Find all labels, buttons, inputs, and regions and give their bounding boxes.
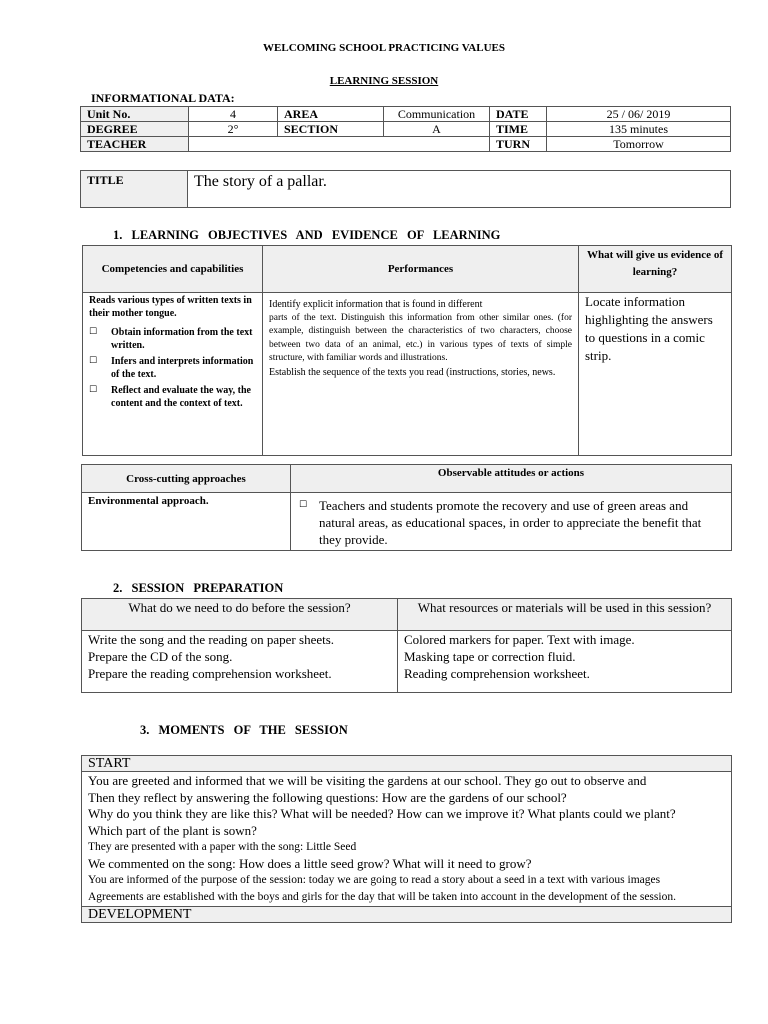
- session-title-text: LEARNING SESSION: [329, 75, 439, 87]
- performances-p3: Establish the sequence of the texts you read (instructions, stories, news.: [269, 366, 556, 378]
- square-bullet-icon: ☐: [299, 500, 308, 510]
- square-bullet-icon: ☐: [89, 356, 98, 366]
- attitude-text: Teachers and students promote the recovery and use of green areas and natural areas, as educational spaces, in order to appreciate the benefit that they provide.: [319, 498, 702, 547]
- moment-line: Which part of the plant is sown?: [88, 822, 257, 838]
- capabilities-list: [89, 326, 256, 410]
- crosscutting-body-row: [82, 493, 732, 551]
- start-label: START: [82, 756, 732, 772]
- approach-cell: Environmental approach.: [82, 493, 291, 551]
- development-label: DEVELOPMENT: [82, 907, 732, 923]
- crosscutting-header: Cross-cutting approaches: [82, 465, 291, 493]
- resource-item: Colored markers for paper. Text with image.: [404, 632, 635, 647]
- school-title: WELCOMING SCHOOL PRACTICING VALUES: [263, 42, 505, 54]
- date-value: 25 / 06/ 2019: [547, 107, 731, 122]
- section2-heading: 2. SESSION PREPARATION: [113, 581, 284, 595]
- teacher-value: [189, 137, 490, 152]
- moment-line: Why do you think they are like this? What will be needed? How can we improve it? What plants could we plant?: [88, 806, 676, 821]
- capability-item: [89, 326, 256, 352]
- info-table: [80, 106, 731, 152]
- turn-label: TURN: [490, 137, 547, 152]
- development-row: [82, 907, 732, 923]
- square-bullet-icon: ☐: [89, 385, 98, 395]
- performances-header: Performances: [263, 246, 579, 293]
- capability-item: [89, 355, 256, 381]
- start-content: [82, 772, 732, 907]
- title-label: TITLE: [81, 171, 188, 208]
- before-item: Prepare the CD of the song.: [88, 649, 233, 664]
- title-value: The story of a pallar.: [188, 171, 731, 208]
- section3-heading: 3. MOMENTS OF THE SESSION: [140, 723, 348, 737]
- competency-main: Reads various types of written texts in their mother tongue.: [89, 295, 252, 319]
- resources-cell: [398, 631, 732, 693]
- unit-label: Unit No.: [81, 107, 189, 122]
- attitudes-header: Observable attitudes or actions: [291, 465, 732, 493]
- date-label: DATE: [490, 107, 547, 122]
- moments-table: [81, 755, 732, 923]
- capability-item: [89, 384, 256, 410]
- section1-heading: 1. LEARNING OBJECTIVES AND EVIDENCE OF LEARNING: [113, 228, 501, 242]
- performances-p1: Identify explicit information that is found in different: [269, 299, 483, 310]
- square-bullet-icon: ☐: [89, 327, 98, 337]
- moment-line: Then they reflect by answering the following questions: How are the gardens of our school?: [88, 789, 567, 805]
- capability-text: Infers and interprets information of the text.: [111, 356, 254, 380]
- performances-p2: parts of the text. Distinguish this information from other similar ones. (for example, distinguish between the characteristics of two characters, choose between two data of an animal, etc.) in various types of texts of simple structure, with familiar words and illustrations.: [269, 312, 572, 363]
- moment-line: We commented on the song: How does a little seed grow? What will it need to grow?: [88, 855, 532, 871]
- resource-item: Masking tape or correction fluid.: [404, 649, 576, 664]
- objectives-table: [82, 245, 732, 456]
- resource-item: Reading comprehension worksheet.: [404, 666, 590, 681]
- crosscutting-header-row: [82, 465, 732, 493]
- before-cell: [82, 631, 398, 693]
- before-item: Write the song and the reading on paper sheets.: [88, 632, 335, 647]
- objectives-header-row: [83, 246, 732, 293]
- start-body-row: [82, 772, 732, 907]
- time-label: TIME: [490, 122, 547, 137]
- resources-header: What resources or materials will be used in this session?: [398, 599, 732, 631]
- info-row-1: [81, 107, 731, 122]
- info-row-2: [81, 122, 731, 137]
- performances-cell: [263, 293, 579, 456]
- evidence-cell: Locate information highlighting the answers to questions in a comic strip.: [579, 293, 732, 456]
- title-table: [80, 170, 731, 208]
- before-header: What do we need to do before the session?: [82, 599, 398, 631]
- attitude-item: [297, 497, 725, 548]
- moment-line: Agreements are established with the boys and girls for the day that will be taken into account in the development of the session.: [88, 890, 676, 903]
- session-title: [0, 75, 768, 87]
- evidence-header: What will give us evidence of learning?: [579, 246, 732, 293]
- area-value: Communication: [384, 107, 490, 122]
- objectives-body-row: [83, 293, 732, 456]
- section-label: SECTION: [278, 122, 384, 137]
- turn-value: Tomorrow: [547, 137, 731, 152]
- moment-line: You are informed of the purpose of the session: today we are going to read a story about a seed in a text with various images: [88, 874, 661, 886]
- start-row: [82, 756, 732, 772]
- capability-text: Reflect and evaluate the way, the content and the context of text.: [111, 385, 251, 409]
- unit-value: 4: [189, 107, 278, 122]
- capability-text: Obtain information from the text written.: [111, 327, 253, 351]
- section-value: A: [384, 122, 490, 137]
- crosscutting-table: [81, 464, 732, 551]
- competencies-header: Competencies and capabilities: [83, 246, 263, 293]
- area-label: AREA: [278, 107, 384, 122]
- info-row-3: [81, 137, 731, 152]
- degree-value: 2°: [189, 122, 278, 137]
- preparation-body-row: [82, 631, 732, 693]
- competencies-cell: [83, 293, 263, 456]
- attitudes-cell: [291, 493, 732, 551]
- time-value: 135 minutes: [547, 122, 731, 137]
- preparation-table: [81, 598, 732, 693]
- teacher-label: TEACHER: [81, 137, 189, 152]
- title-row: [81, 171, 731, 208]
- before-item: Prepare the reading comprehension worksheet.: [88, 666, 332, 681]
- moment-line: They are presented with a paper with the song: Little Seed: [88, 841, 357, 853]
- preparation-header-row: [82, 599, 732, 631]
- degree-label: DEGREE: [81, 122, 189, 137]
- informational-label: INFORMATIONAL DATA:: [91, 91, 235, 105]
- moment-line: You are greeted and informed that we will be visiting the gardens at our school. They go out to observe and: [88, 773, 647, 788]
